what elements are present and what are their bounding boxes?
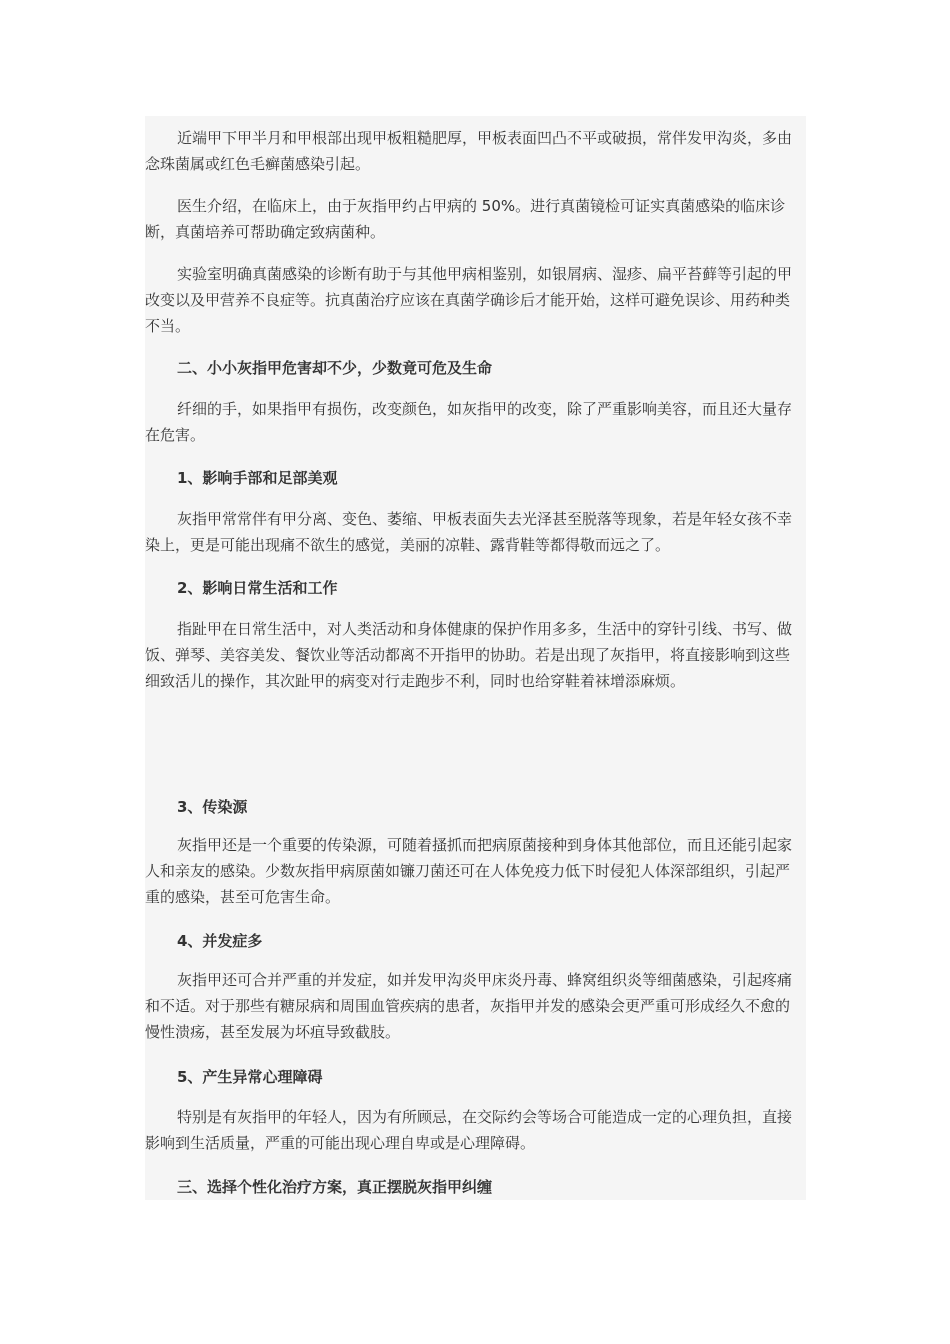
- paragraph-6: 指趾甲在日常生活中，对人类活动和身体健康的保护作用多多，生活中的穿针引线、书写、做饭、弹琴、美容美发、餐饮业等活动都离不开指甲的协助。若是出现了灰指甲，将直接影响到这些细致活儿的操作，其次趾甲的病变对行走跑步不利，同时也给穿鞋着袜增添麻烦。: [145, 620, 793, 690]
- subheading-3: 3、传染源: [177, 798, 248, 816]
- section-heading-3: 三、选择个性化治疗方案，真正摆脱灰指甲纠缠: [177, 1178, 493, 1196]
- paragraph-7: 灰指甲还是一个重要的传染源，可随着搔抓而把病原菌接种到身体其他部位，而且还能引起家人和亲友的感染。少数灰指甲病原菌如镰刀菌还可在人体免疫力低下时侵犯人体深部组织，引起严重的感染，甚至可危害生命。: [145, 836, 793, 906]
- paragraph-4: 纤细的手，如果指甲有损伤，改变颜色，如灰指甲的改变，除了严重影响美容，而且还大量存在危害。: [145, 400, 793, 444]
- paragraph-1: 近端甲下甲半月和甲根部出现甲板粗糙肥厚，甲板表面凹凸不平或破损，常伴发甲沟炎，多由念珠菌属或红色毛癣菌感染引起。: [145, 129, 793, 173]
- paragraph-2: 医生介绍，在临床上，由于灰指甲约占甲病的 50%。进行真菌镜检可证实真菌感染的临床诊断，真菌培养可帮助确定致病菌种。: [145, 197, 786, 241]
- paragraph-3: 实验室明确真菌感染的诊断有助于与其他甲病相鉴别，如银屑病、湿疹、扁平苔藓等引起的甲改变以及甲营养不良症等。抗真菌治疗应该在真菌学确诊后才能开始，这样可避免误诊、用药种类不当。: [145, 265, 793, 335]
- section-heading-2: 二、小小灰指甲危害却不少，少数竟可危及生命: [177, 359, 493, 377]
- paragraph-8: 灰指甲还可合并严重的并发症，如并发甲沟炎甲床炎丹毒、蜂窝组织炎等细菌感染，引起疼痛和不适。对于那些有糖尿病和周围血管疾病的患者，灰指甲并发的感染会更严重可形成经久不愈的慢性溃疡，甚至发展为坏疽导致截肢。: [145, 971, 793, 1041]
- subheading-5: 5、产生异常心理障碍: [177, 1068, 323, 1086]
- subheading-4: 4、并发症多: [177, 932, 263, 950]
- paragraph-9: 特别是有灰指甲的年轻人，因为有所顾忌，在交际约会等场合可能造成一定的心理负担，直接影响到生活质量，严重的可能出现心理自卑或是心理障碍。: [145, 1108, 793, 1152]
- subheading-1: 1、影响手部和足部美观: [177, 469, 338, 487]
- paragraph-5: 灰指甲常常伴有甲分离、变色、萎缩、甲板表面失去光泽甚至脱落等现象，若是年轻女孩不幸染上，更是可能出现痛不欲生的感觉，美丽的凉鞋、露背鞋等都得敬而远之了。: [145, 510, 793, 554]
- subheading-2: 2、影响日常生活和工作: [177, 579, 338, 597]
